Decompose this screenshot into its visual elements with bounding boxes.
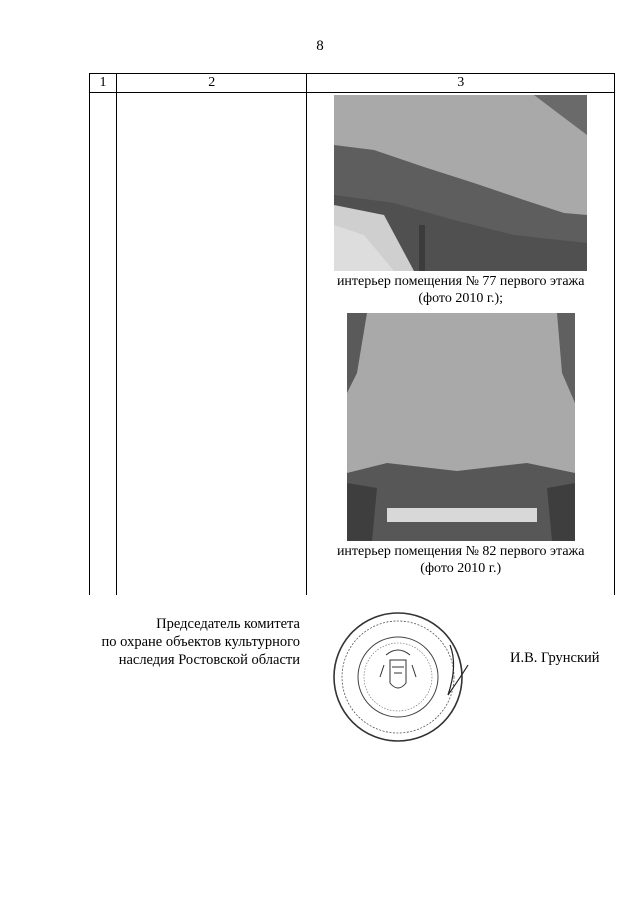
page-number: 8 bbox=[316, 38, 324, 54]
interior-photo-room-82 bbox=[347, 313, 575, 541]
cell-description bbox=[117, 93, 307, 596]
official-seal-stamp bbox=[330, 605, 470, 745]
cell-number bbox=[90, 93, 117, 596]
signatory-title-line: наследия Ростовской области bbox=[118, 652, 300, 668]
signatory-title bbox=[102, 615, 300, 669]
signature-scribble bbox=[448, 645, 468, 695]
signatory-name: И.В. Грунский bbox=[510, 650, 600, 666]
signature-block bbox=[0, 605, 640, 765]
photo-caption-line: (фото 2010 г.) bbox=[420, 561, 502, 576]
interior-photo-room-77 bbox=[334, 95, 587, 271]
cell-photos bbox=[307, 93, 615, 596]
coat-of-arms-icon bbox=[380, 650, 416, 688]
column-header-1: 1 bbox=[90, 74, 117, 93]
signatory-title-line: Председатель комитета bbox=[156, 616, 300, 632]
document-table bbox=[89, 73, 615, 595]
column-header-2: 2 bbox=[117, 74, 307, 93]
signatory-title-line: по охране объектов культурного bbox=[101, 634, 300, 650]
photo-caption-line: интерьер помещения № 82 первого этажа bbox=[336, 544, 585, 559]
photo-caption-line: интерьер помещения № 77 первого этажа bbox=[336, 274, 585, 289]
table-header-row bbox=[90, 74, 615, 93]
column-header-3: 3 bbox=[307, 74, 615, 93]
table-row bbox=[90, 93, 615, 596]
photo-caption-line: (фото 2010 г.); bbox=[418, 291, 504, 306]
